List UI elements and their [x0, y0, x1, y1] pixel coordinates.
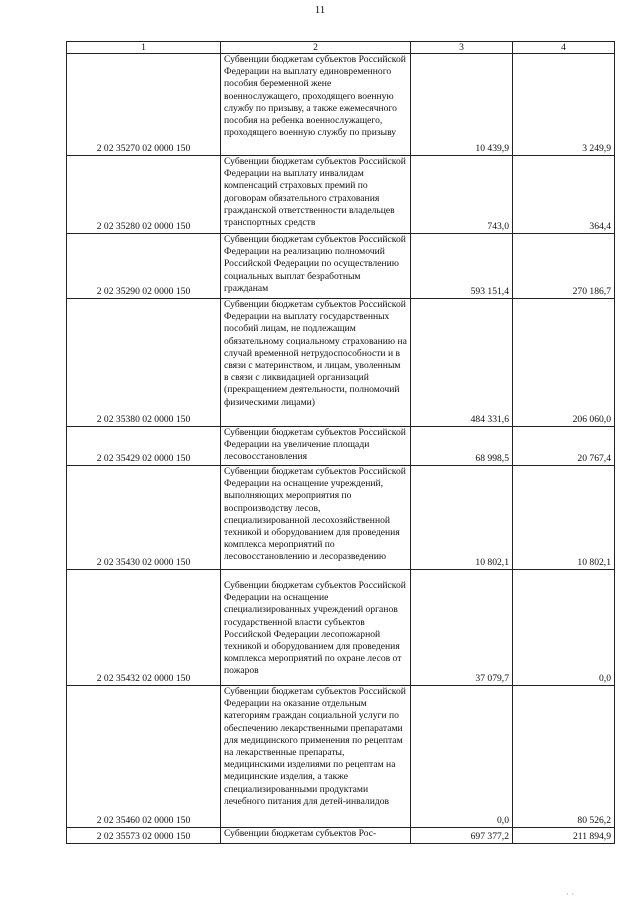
- table-row: [67, 466, 615, 570]
- table-row: [67, 686, 615, 828]
- column-header-4: 4: [513, 42, 615, 54]
- row-value-col3: 697 377,2: [411, 828, 513, 844]
- page-number: 11: [314, 4, 326, 16]
- row-value-col3: 10 802,1: [411, 466, 513, 570]
- column-header-1: 1: [67, 42, 221, 54]
- row-value-col4: 10 802,1: [513, 466, 615, 570]
- column-header-2: 2: [221, 42, 411, 54]
- table-row: [67, 234, 615, 299]
- row-description: Субвенции бюджетам субъектов Российской Федерации на выплату государственных пособий лицам, не подлежащим обязательному социальному страхованию на случай временной нетрудоспособности и в связи с материнством, и лицам, уволенным в связи с ликвидацией организаций (прекращением деятельности, полномочий физическими лицами): [221, 299, 411, 427]
- table-row: [67, 54, 615, 156]
- row-value-col4: 0,0: [513, 570, 615, 686]
- row-code: 2 02 35460 02 0000 150: [67, 686, 221, 828]
- row-code: 2 02 35430 02 0000 150: [67, 466, 221, 570]
- row-value-col3: 68 998,5: [411, 427, 513, 466]
- row-code: 2 02 35280 02 0000 150: [67, 156, 221, 234]
- row-value-col3: 593 151,4: [411, 234, 513, 299]
- row-value-col4: 80 526,2: [513, 686, 615, 828]
- row-description: Субвенции бюджетам субъектов Российской Федерации на оказание отдельным категориям граждан социальной услуги по обеспечению лекарственными препаратами для медицинского применения по рецептам на лекарственные препараты, медицинскими изделиями по рецептам на медицинские изделия, а также специализированными продуктами лечебного питания для детей-инвалидов: [221, 686, 411, 828]
- table-header-row: [67, 42, 615, 54]
- budget-table: [66, 41, 615, 844]
- row-value-col3: 37 079,7: [411, 570, 513, 686]
- table-row: [67, 570, 615, 686]
- row-value-col4: 206 060,0: [513, 299, 615, 427]
- row-value-col4: 270 186,7: [513, 234, 615, 299]
- row-value-col4: 3 249,9: [513, 54, 615, 156]
- table-row: [67, 828, 615, 844]
- row-value-col3: 10 439,9: [411, 54, 513, 156]
- row-value-col3: 0,0: [411, 686, 513, 828]
- row-code: 2 02 35573 02 0000 150: [67, 828, 221, 844]
- row-code: 2 02 35429 02 0000 150: [67, 427, 221, 466]
- row-code: 2 02 35380 02 0000 150: [67, 299, 221, 427]
- table-row: [67, 427, 615, 466]
- scan-speck: · ·: [566, 889, 575, 899]
- row-description: Субвенции бюджетам субъектов Российской Федерации на оснащение учреждений, выполняющих мероприятия по воспроизводству лесов, специализированной лесохозяйственной техникой и оборудованием для проведения комплекса мероприятий по лесовосстановлению и лесоразведению: [221, 466, 411, 570]
- row-value-col3: 484 331,6: [411, 299, 513, 427]
- row-description: Субвенции бюджетам субъектов Рос-: [221, 828, 411, 844]
- row-description: Субвенции бюджетам субъектов Российской Федерации на выплату единовременного пособия беременной жене военнослужащего, проходящего военную службу по призыву, а также ежемесячного пособия на ребенка военнослужащего, проходящего военную службу по призыву: [221, 54, 411, 156]
- row-value-col4: 211 894,9: [513, 828, 615, 844]
- row-description: Субвенции бюджетам субъектов Российской Федерации на оснащение специализированных учреждений органов государственной власти субъектов Российской Федерации лесопожарной техникой и оборудованием для проведения комплекса мероприятий по охране лесов от пожаров: [221, 570, 411, 686]
- row-value-col4: 20 767,4: [513, 427, 615, 466]
- row-code: 2 02 35290 02 0000 150: [67, 234, 221, 299]
- row-description: Субвенции бюджетам субъектов Российской Федерации на реализацию полномочий Российской Федерации по осуществлению социальных выплат безработным гражданам: [221, 234, 411, 299]
- table-row: [67, 156, 615, 234]
- row-code: 2 02 35432 02 0000 150: [67, 570, 221, 686]
- row-value-col4: 364,4: [513, 156, 615, 234]
- row-code: 2 02 35270 02 0000 150: [67, 54, 221, 156]
- row-description: Субвенции бюджетам субъектов Российской Федерации на выплату инвалидам компенсаций страховых премий по договорам обязательного страхования гражданской ответственности владельцев транспортных средств: [221, 156, 411, 234]
- table-row: [67, 299, 615, 427]
- column-header-3: 3: [411, 42, 513, 54]
- row-description: Субвенции бюджетам субъектов Российской Федерации на увеличение площади лесовосстановления: [221, 427, 411, 466]
- row-value-col3: 743,0: [411, 156, 513, 234]
